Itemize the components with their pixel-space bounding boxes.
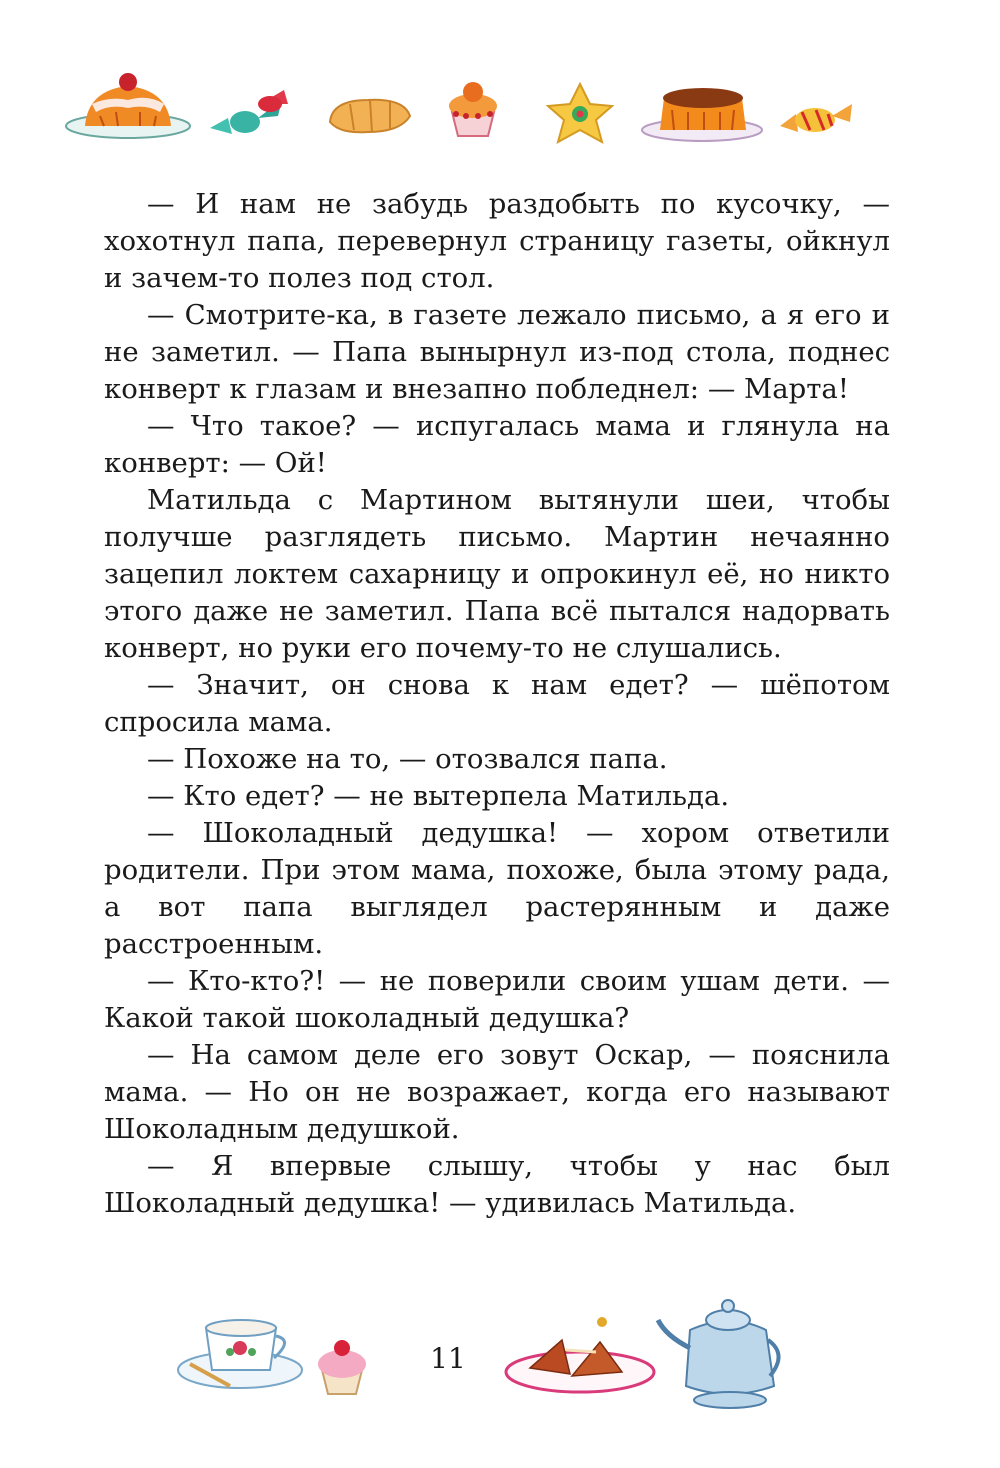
paragraph: — Значит, он снова к нам едет? — шёпотом спросила мама. bbox=[104, 669, 890, 738]
cake-slices-icon bbox=[506, 1317, 654, 1392]
croissant-icon bbox=[330, 100, 410, 132]
pudding-icon bbox=[66, 73, 190, 138]
paragraph: — Кто едет? — не вытерпела Матильда. bbox=[147, 780, 730, 812]
paragraph: — Я впервые слышу, чтобы у нас был Шоколадный дедушка! — удивилась Матильда. bbox=[104, 1150, 890, 1219]
cupcake-icon bbox=[449, 82, 497, 136]
page-number: 11 bbox=[430, 1342, 466, 1375]
paragraph: — Похоже на то, — отозвался папа. bbox=[147, 743, 668, 775]
teapot-icon bbox=[658, 1300, 779, 1408]
paragraph: Матильда с Мартином вытянули шеи, чтобы получше разглядеть письмо. Мартин нечаянно зацепил локтем сахарницу и опрокинул её, но никто этого даже не заметил. Папа всё пытался надорвать конверт, но руки его почему-то не слушались. bbox=[104, 484, 890, 664]
teacup-icon bbox=[178, 1320, 302, 1388]
paragraph: — Что такое? — испугалась мама и глянула на конверт: — Ой! bbox=[104, 410, 890, 479]
paragraph: — На самом деле его зовут Оскар, — пояснила мама. — Но он не возражает, когда его называют Шоколадным дедушкой. bbox=[104, 1039, 890, 1145]
paragraph: — Смотрите-ка, в газете лежало письмо, а я его и не заметил. — Папа вынырнул из-под стола, поднес конверт к глазам и внезапно побледнел: — Марта! bbox=[104, 299, 890, 405]
cupcake-icon bbox=[318, 1340, 366, 1394]
paragraph: — И нам не забудь раздобыть по кусочку, — хохотнул папа, перевернул страницу газеты, ойкнул и зачем-то полез под стол. bbox=[104, 188, 890, 294]
caramel-flan-icon bbox=[642, 88, 762, 141]
paragraph: — Шоколадный дедушка! — хором ответили родители. При этом мама, похоже, была этому рада, а вот папа выглядел растерянным и даже расстроенным. bbox=[104, 817, 890, 960]
page-body-text bbox=[104, 186, 890, 1222]
candy-icon bbox=[210, 90, 288, 134]
star-cookie-icon bbox=[548, 84, 612, 142]
paragraph: — Кто-кто?! — не поверили своим ушам дети. — Какой такой шоколадный дедушка? bbox=[104, 965, 890, 1034]
wrapped-candy-icon bbox=[780, 104, 852, 132]
top-sweets-border bbox=[60, 60, 940, 160]
